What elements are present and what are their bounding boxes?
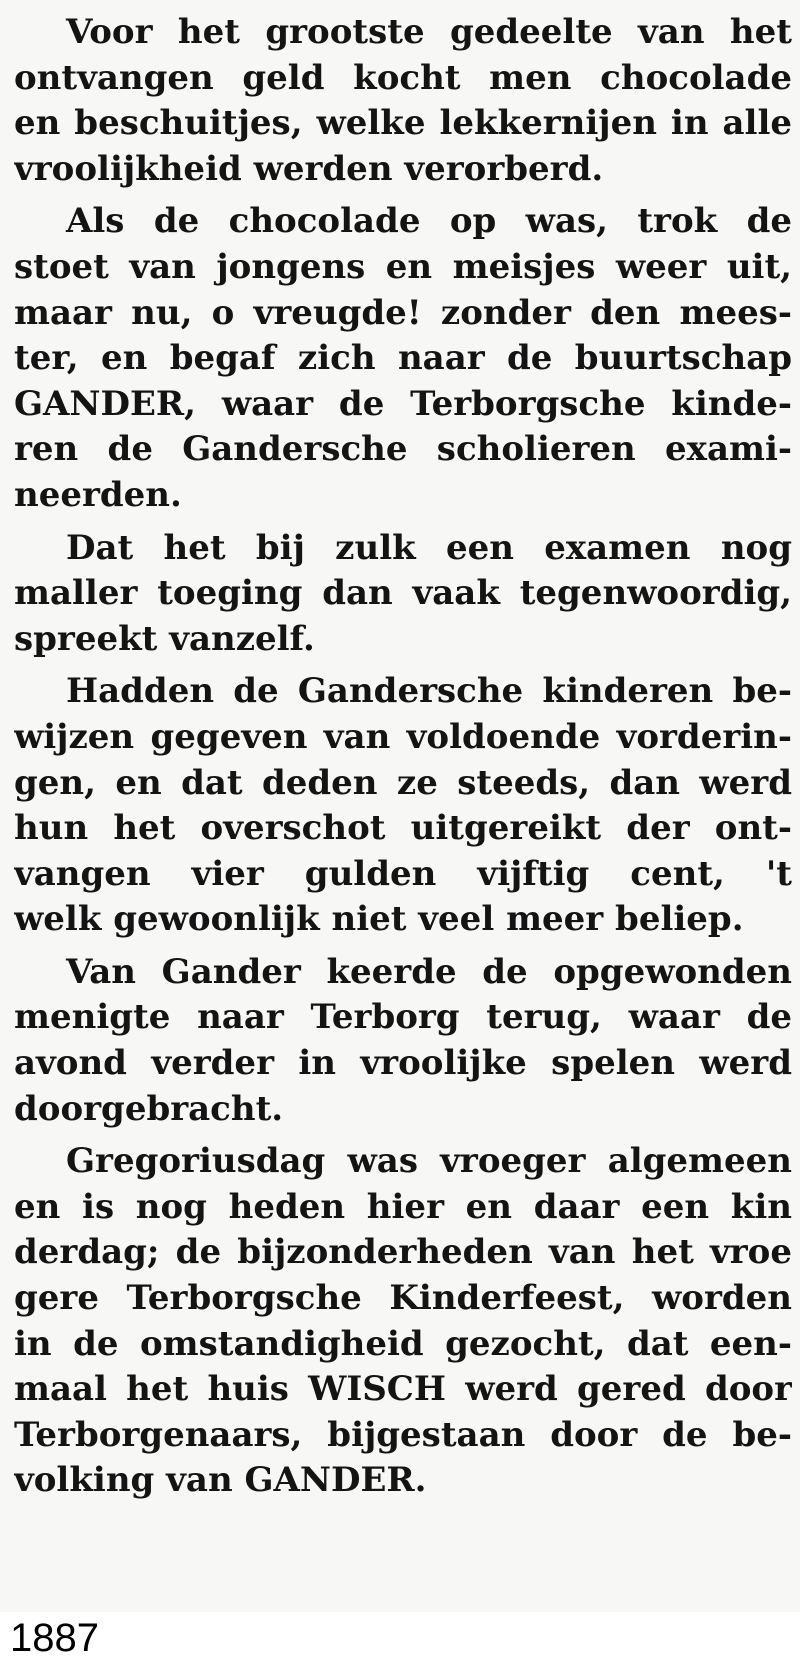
text-line: stoet van jongens en meisjes weer uit, xyxy=(14,246,792,287)
text-line: en beschuitjes, welke lekkernijen in alle xyxy=(14,103,792,144)
paragraph-3 xyxy=(14,526,792,663)
text-line: maal het huis WISCH werd gered door xyxy=(14,1369,792,1410)
text-line: Als de chocolade op was, trok de xyxy=(66,201,792,242)
text-line: vroolijkheid werden verorberd. xyxy=(14,148,604,189)
text-line: Voor het grootste gedeelte van het xyxy=(66,12,792,52)
text-line: GANDER, waar de Terborgsche kinde- xyxy=(14,383,792,424)
text-line: welk gewoonlijk niet veel meer beliep. xyxy=(14,899,744,940)
text-line: Terborgenaars, bijgestaan door de be- xyxy=(14,1414,792,1455)
text-line: Hadden de Gandersche kinderen be- xyxy=(66,671,792,712)
text-line: Gregoriusdag was vroeger algemeen xyxy=(66,1141,792,1182)
text-line: volking van GANDER. xyxy=(14,1460,427,1501)
text-line: derdag; de bijzonderheden van het vroe xyxy=(14,1232,792,1273)
article-column xyxy=(14,10,792,1511)
paragraph-5 xyxy=(14,950,792,1132)
paragraph-1 xyxy=(14,10,792,192)
text-line: Van Gander keerde de opgewonden xyxy=(66,951,792,992)
text-line: maar nu, o vreugde! zonder den mees- xyxy=(14,292,792,333)
paragraph-2 xyxy=(14,199,792,518)
text-line: hun het overschot uitgereikt der ont- xyxy=(14,808,792,849)
text-line: wijzen gegeven van voldoende vorderin- xyxy=(14,716,792,757)
text-line: Dat het bij zulk een examen nog xyxy=(66,527,792,568)
text-line: ren de Gandersche scholieren exami- xyxy=(14,429,792,470)
text-line: gere Terborgsche Kinderfeest, worden xyxy=(14,1278,792,1319)
text-line: maller toeging dan vaak tegenwoordig, xyxy=(14,573,792,614)
text-line: ter, en begaf zich naar de buurtschap xyxy=(14,338,792,379)
text-line: doorgebracht. xyxy=(14,1088,284,1129)
text-line: gen, en dat deden ze steeds, dan werd xyxy=(14,762,792,803)
text-line: ontvangen geld kocht men chocolade xyxy=(14,57,792,98)
text-line: neerden. xyxy=(14,474,182,515)
year-caption: 1887 xyxy=(10,1616,99,1660)
text-line: in de omstandigheid gezocht, dat een- xyxy=(14,1323,792,1364)
paragraph-6 xyxy=(14,1139,792,1504)
paragraph-4 xyxy=(14,669,792,943)
text-line: avond verder in vroolijke spelen werd xyxy=(14,1043,792,1084)
text-line: vangen vier gulden vijftig cent, 't xyxy=(14,853,792,894)
text-line: menigte naar Terborg terug, waar de xyxy=(14,997,792,1038)
text-line: en is nog heden hier en daar een kin xyxy=(14,1186,792,1227)
text-line: spreekt vanzelf. xyxy=(14,618,315,659)
